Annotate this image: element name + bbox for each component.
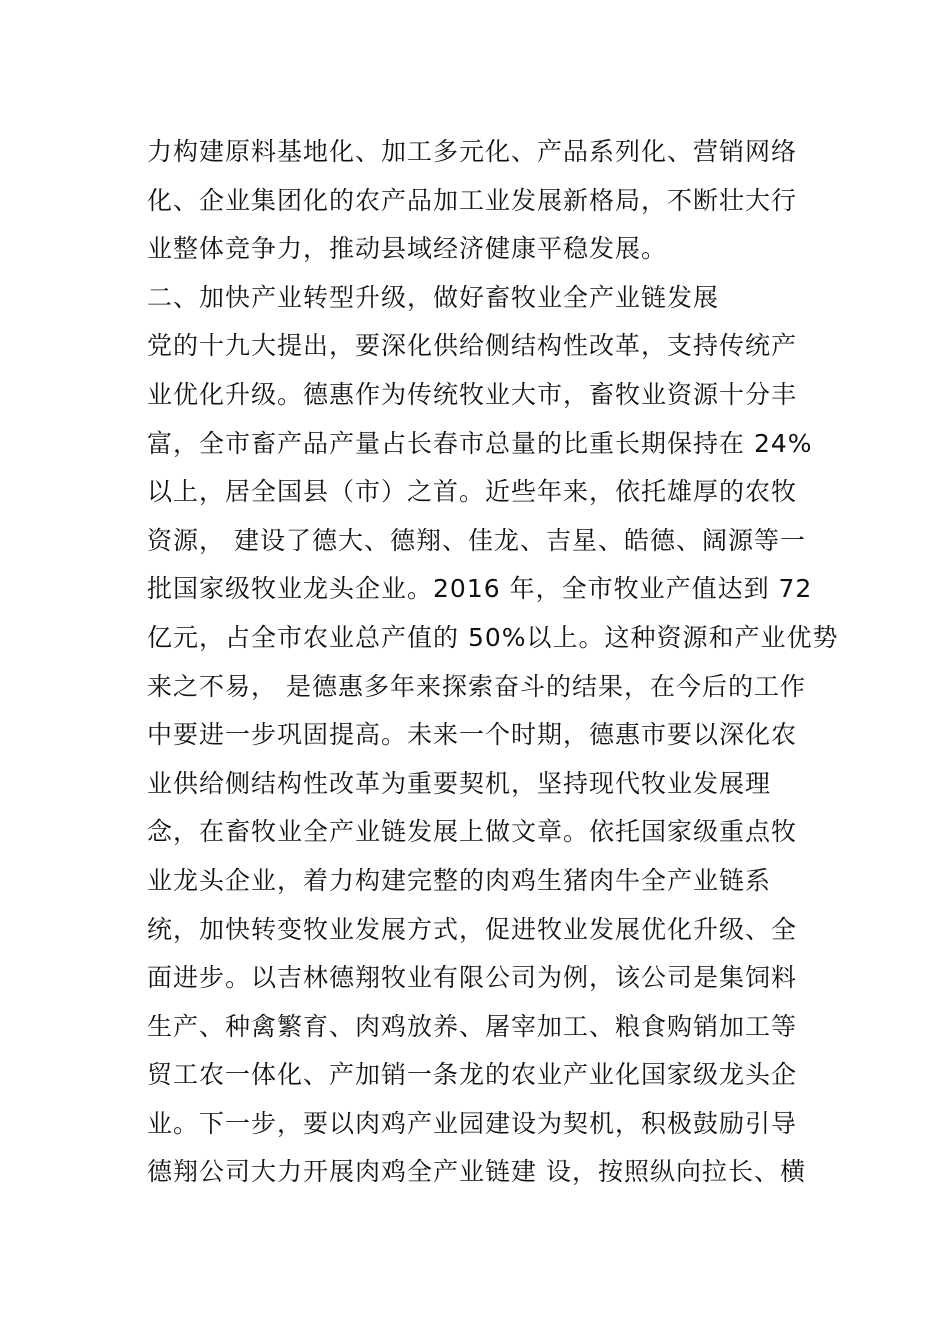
text-line-5: 党的十九大提出，要深化供给侧结构性改革，支持传统产 (147, 331, 798, 361)
text-line-6: 业优化升级。德惠作为传统牧业大市，畜牧业资源十分丰 (147, 379, 798, 409)
text-line-19: 生产、种禽繁育、肉鸡放养、屠宰加工、粮食购销加工等 (147, 1011, 798, 1041)
text-line-3: 业整体竞争力，推动县域经济健康平稳发展。 (147, 234, 668, 264)
text-line-22: 德翔公司大力开展肉鸡全产业链建 设，按照纵向拉长、横 (147, 1157, 806, 1187)
text-line-16: 业龙头企业，着力构建完整的肉鸡生猪肉牛全产业链系 (147, 865, 772, 895)
text-line-21: 业。下一步，要以肉鸡产业园建设为契机，积极鼓励引导 (147, 1108, 798, 1138)
section-heading: 二、加快产业转型升级，做好畜牧业全产业链发展 (147, 282, 720, 312)
text-line-17: 统，加快转变牧业发展方式，促进牧业发展优化升级、全 (147, 914, 798, 944)
text-line-15: 念，在畜牧业全产业链发展上做文章。依托国家级重点牧 (147, 817, 798, 847)
text-line-9: 资源， 建设了德大、德翔、佳龙、吉星、皓德、阔源等一 (147, 525, 806, 555)
text-line-10: 批国家级牧业龙头企业。2016 年，全市牧业产值达到 72 (147, 574, 813, 604)
text-line-13: 中要进一步巩固提高。未来一个时期，德惠市要以深化农 (147, 720, 798, 750)
body-text (147, 128, 839, 1197)
text-line-12: 来之不易， 是德惠多年来探索奋斗的结果，在今后的工作 (147, 671, 806, 701)
text-line-8: 以上，居全国县（市）之首。近些年来，依托雄厚的农牧 (147, 477, 798, 507)
text-line-1: 力构建原料基地化、加工多元化、产品系列化、营销网络 (147, 137, 798, 166)
text-line-20: 贸工农一体化、产加销一条龙的农业产业化国家级龙头企 (147, 1060, 798, 1090)
text-line-14: 业供给侧结构性改革为重要契机，坚持现代牧业发展理 (147, 768, 772, 798)
text-line-18: 面进步。以吉林德翔牧业有限公司为例，该公司是集饲料 (147, 963, 798, 993)
text-line-2: 化、企业集团化的农产品加工业发展新格局，不断壮大行 (147, 185, 798, 215)
text-line-7: 富，全市畜产品产量占长春市总量的比重长期保持在 24% (147, 428, 813, 458)
text-line-11: 亿元，占全市农业总产值的 50%以上。这种资源和产业优势 (147, 622, 839, 652)
